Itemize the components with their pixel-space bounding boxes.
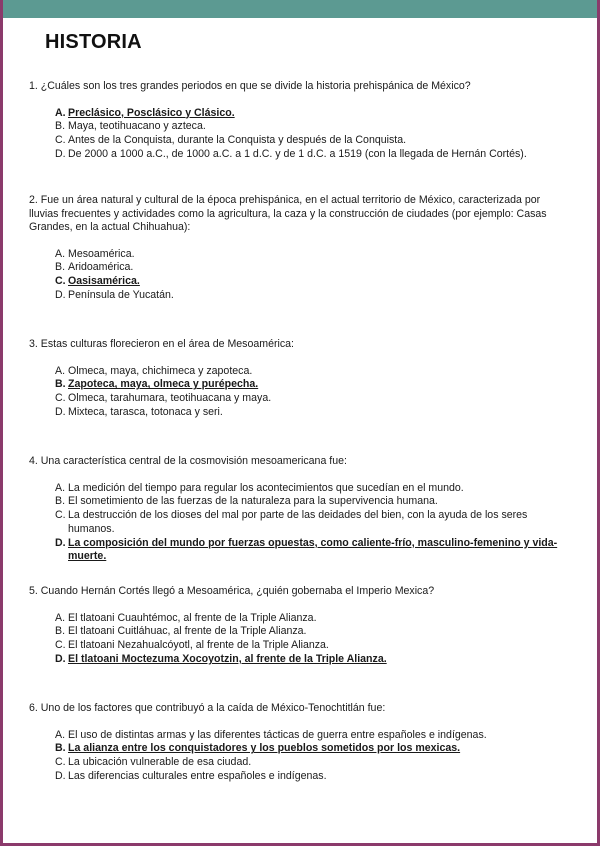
- options-list: [55, 729, 569, 784]
- question-text: 3. Estas culturas florecieron en el área de Mesoamérica:: [29, 338, 294, 350]
- option-a[interactable]: A. Mesoamérica.: [55, 247, 135, 260]
- option-c[interactable]: C. Antes de la Conquista, durante la Conquista y después de la Conquista.: [55, 134, 407, 147]
- option-b[interactable]: B. Maya, teotihuacano y azteca.: [55, 120, 206, 133]
- option-a[interactable]: A. El uso de distintas armas y las diferentes tácticas de guerra entre españoles e indígenas.: [55, 728, 487, 741]
- option-d-correct[interactable]: D. La composición del mundo por fuerzas opuestas, como caliente-frío, masculino-femenino y vida-muerte.: [55, 536, 558, 563]
- option-b-correct[interactable]: B. La alianza entre los conquistadores y los pueblos sometidos por los mexicas.: [55, 742, 461, 755]
- option-d[interactable]: D. Las diferencias culturales entre españoles e indígenas.: [55, 769, 327, 782]
- option-b[interactable]: B. El tlatoani Cuitláhuac, al frente de la Triple Alianza.: [55, 625, 307, 638]
- option-c[interactable]: C. El tlatoani Nezahualcóyotl, al frente de la Triple Alianza.: [55, 639, 329, 652]
- question-text: 1. ¿Cuáles son los tres grandes periodos en que se divide la historia prehispánica de México?: [29, 80, 471, 92]
- top-color-bar: [3, 0, 597, 18]
- option-b-correct[interactable]: B. Zapoteca, maya, olmeca y purépecha.: [55, 378, 259, 391]
- option-c-correct[interactable]: C. Oasisamérica.: [55, 275, 140, 288]
- option-d[interactable]: D. Mixteca, tarasca, totonaca y seri.: [55, 405, 223, 418]
- question-3: [29, 338, 569, 420]
- question-5: [29, 585, 569, 667]
- question-text: 2. Fue un área natural y cultural de la época prehispánica, en el actual territorio de México, caracterizada por lluvias frecuentes y actividades como la agricultura, la caza y la construcción de ciudades (por ejemplo: Casas Grandes, en la actual Chihuahua):: [29, 194, 547, 233]
- question-6: [29, 702, 569, 784]
- options-list: [55, 248, 569, 303]
- option-d-correct[interactable]: D. El tlatoani Moctezuma Xocoyotzin, al frente de la Triple Alianza.: [55, 652, 387, 665]
- question-text: 6. Uno de los factores que contribuyó a la caída de México-Tenochtitlán fue:: [29, 702, 386, 714]
- question-2: [29, 194, 569, 303]
- option-a[interactable]: A. Olmeca, maya, chichimeca y zapoteca.: [55, 364, 253, 377]
- page-title: HISTORIA: [45, 31, 142, 53]
- options-list: [55, 482, 569, 565]
- option-a-correct[interactable]: A. Preclásico, Posclásico y Clásico.: [55, 106, 235, 119]
- question-text: 4. Una característica central de la cosmovisión mesoamericana fue:: [29, 455, 347, 467]
- options-list: [55, 107, 569, 162]
- question-1: [29, 80, 569, 162]
- option-c[interactable]: C. Olmeca, tarahumara, teotihuacana y maya.: [55, 392, 272, 405]
- option-a[interactable]: A. El tlatoani Cuauhtémoc, al frente de la Triple Alianza.: [55, 611, 317, 624]
- option-d[interactable]: D. De 2000 a 1000 a.C., de 1000 a.C. a 1 d.C. y de 1 d.C. a 1519 (con la llegada de Hernán Cortés).: [55, 147, 527, 160]
- option-d[interactable]: D. Península de Yucatán.: [55, 288, 174, 301]
- option-b[interactable]: B. El sometimiento de las fuerzas de la naturaleza para la supervivencia humana.: [55, 495, 438, 508]
- question-text: 5. Cuando Hernán Cortés llegó a Mesoamérica, ¿quién gobernaba el Imperio Mexica?: [29, 585, 435, 597]
- option-c[interactable]: C. La ubicación vulnerable de esa ciudad.: [55, 756, 252, 769]
- option-a[interactable]: A. La medición del tiempo para regular los acontecimientos que sucedían en el mundo.: [55, 481, 464, 494]
- option-c[interactable]: C. La destrucción de los dioses del mal por parte de las deidades del bien, con la ayuda de los seres humanos.: [55, 509, 528, 535]
- question-4: [29, 455, 569, 564]
- options-list: [55, 612, 569, 667]
- option-b[interactable]: B. Aridoamérica.: [55, 261, 134, 274]
- options-list: [55, 365, 569, 420]
